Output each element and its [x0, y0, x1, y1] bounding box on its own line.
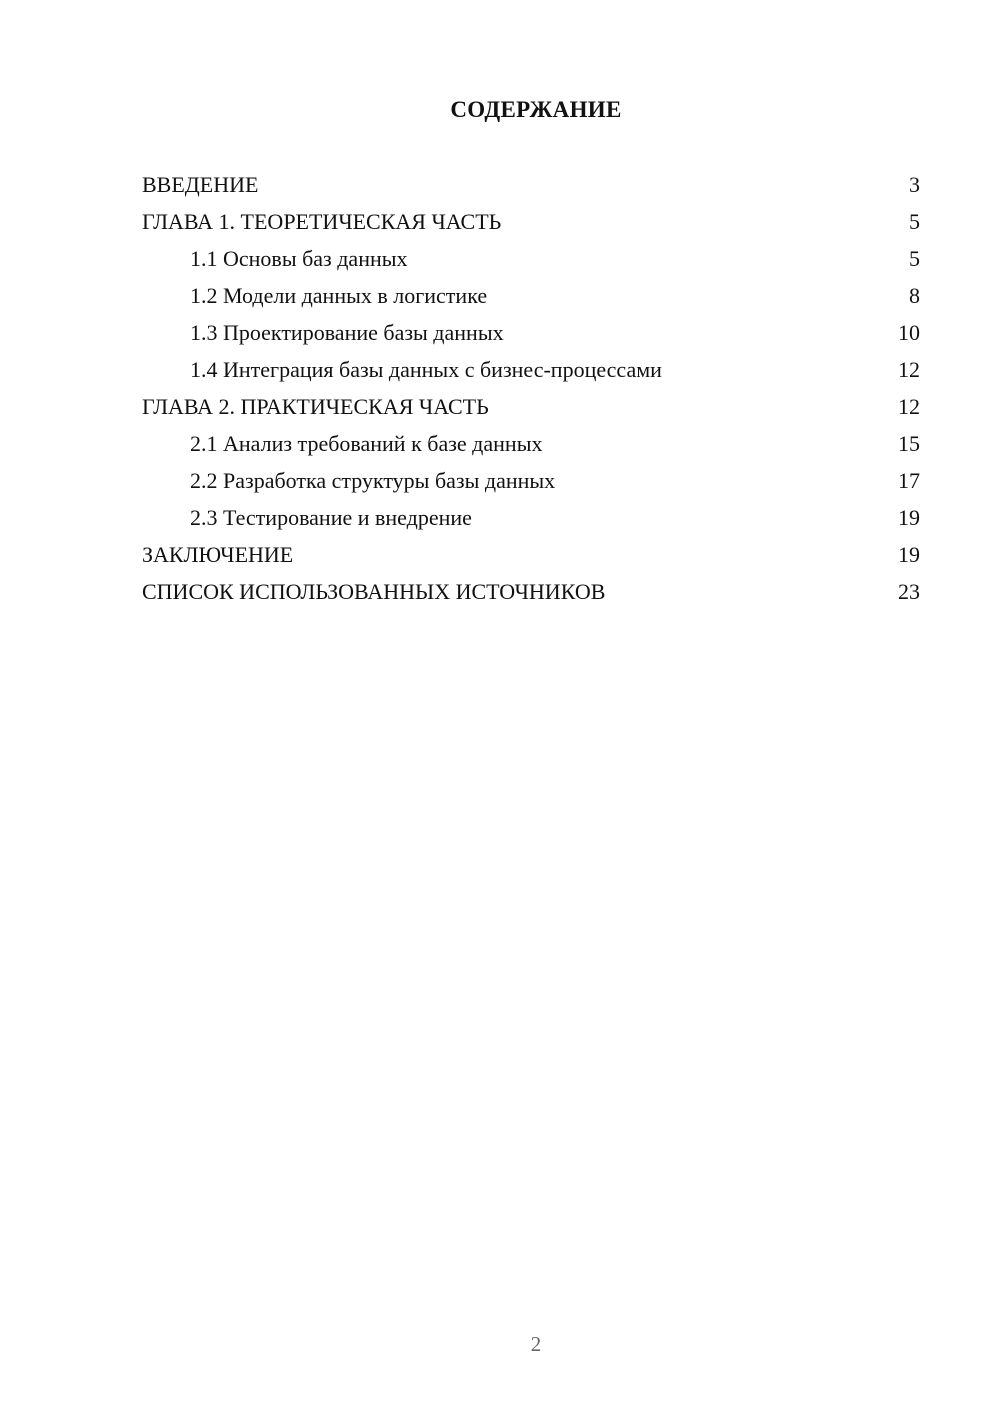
toc-entry[interactable]	[142, 462, 920, 499]
toc-entry-label: 1.4 Интеграция базы данных с бизнес-процессами	[190, 357, 662, 382]
toc-entry[interactable]	[142, 573, 920, 610]
toc-entry-page: 5	[909, 209, 920, 234]
toc-entry-label: ГЛАВА 1. ТЕОРЕТИЧЕСКАЯ ЧАСТЬ	[142, 209, 502, 234]
toc-entry-page: 19	[898, 505, 920, 530]
table-of-contents	[142, 166, 920, 610]
toc-entry-page: 19	[898, 542, 920, 567]
toc-entry-page: 8	[909, 283, 920, 308]
toc-entry-page: 5	[909, 246, 920, 271]
toc-entry[interactable]	[142, 499, 920, 536]
toc-entry[interactable]	[142, 277, 920, 314]
page-number: 2	[530, 1332, 542, 1356]
toc-entry-label: ЗАКЛЮЧЕНИЕ	[142, 542, 294, 567]
toc-entry-page: 15	[898, 431, 920, 456]
toc-entry-page: 10	[898, 320, 920, 345]
toc-entry[interactable]	[142, 351, 920, 388]
toc-entry-label: 1.3 Проектирование базы данных	[190, 320, 504, 345]
toc-entry[interactable]	[142, 203, 920, 240]
toc-entry-label: 2.2 Разработка структуры базы данных	[190, 468, 556, 493]
toc-entry-label: 1.2 Модели данных в логистике	[190, 283, 488, 308]
toc-entry-label: 1.1 Основы баз данных	[190, 246, 408, 271]
toc-entry-label: ГЛАВА 2. ПРАКТИЧЕСКАЯ ЧАСТЬ	[142, 394, 489, 419]
toc-entry-page: 23	[898, 579, 920, 604]
toc-entry[interactable]	[142, 314, 920, 351]
toc-entry[interactable]	[142, 240, 920, 277]
toc-entry[interactable]	[142, 425, 920, 462]
toc-entry[interactable]	[142, 166, 920, 203]
toc-entry-label: 2.3 Тестирование и внедрение	[190, 505, 472, 530]
toc-entry-page: 12	[898, 394, 920, 419]
toc-entry-page: 3	[909, 172, 920, 197]
page-title: СОДЕРЖАНИЕ	[450, 97, 622, 122]
toc-entry-label: СПИСОК ИСПОЛЬЗОВАННЫХ ИСТОЧНИКОВ	[142, 579, 606, 604]
toc-entry-page: 17	[898, 468, 920, 493]
toc-entry[interactable]	[142, 388, 920, 425]
toc-entry-label: 2.1 Анализ требований к базе данных	[190, 431, 543, 456]
toc-entry-label: ВВЕДЕНИЕ	[142, 172, 259, 197]
toc-entry-page: 12	[898, 357, 920, 382]
toc-entry[interactable]	[142, 536, 920, 573]
